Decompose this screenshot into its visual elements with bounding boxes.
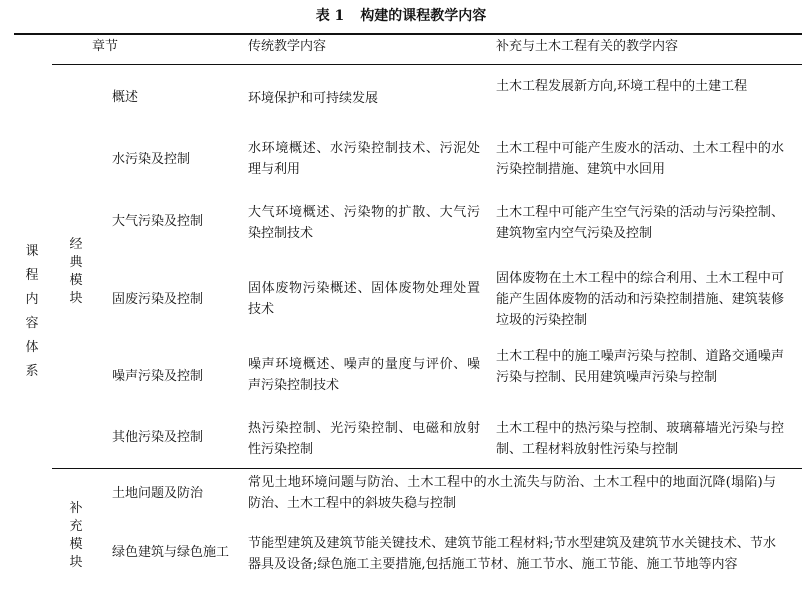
chapter-other: 其他污染及控制 <box>112 430 204 445</box>
top-rule <box>14 33 802 35</box>
chapter-water: 水污染及控制 <box>112 152 191 167</box>
traditional-water: 水环境概述、水污染控制技术、污泥处理与利用 <box>248 141 480 177</box>
traditional-air: 大气环境概述、污染物的扩散、大气污染控制技术 <box>248 205 480 241</box>
chapter-overview: 概述 <box>112 90 139 105</box>
chapter-green-building: 绿色建筑与绿色施工 <box>112 545 230 560</box>
content-green-building: 节能型建筑及建筑节能关键技术、建筑节能工程材料;节水型建筑及建筑节水关键技术、节水器具及设备;绿色施工主要措施,包括施工节材、施工节水、施工节能、施工节地等内容 <box>248 536 776 572</box>
traditional-other: 热污染控制、光污染控制、电磁和放射性污染控制 <box>248 421 480 457</box>
header-chapter: 章节 <box>92 39 119 54</box>
table-caption <box>0 6 802 26</box>
supplementary-noise: 土木工程中的施工噪声污染与控制、道路交通噪声污染与控制、民用建筑噪声污染与控制 <box>496 349 784 385</box>
table-title: 构建的课程教学内容 <box>360 8 487 24</box>
traditional-solid-waste: 固体废物污染概述、固体废物处理处置技术 <box>248 281 480 317</box>
table-number: 表 1 <box>315 8 345 24</box>
supplementary-overview: 土木工程发展新方向,环境工程中的土建工程 <box>496 79 748 94</box>
supplementary-solid-waste: 固体废物在土木工程中的综合利用、土木工程中可能产生固体废物的活动和污染控制措施、建筑装修垃圾的污染控制 <box>496 271 784 328</box>
header-rule <box>52 64 802 65</box>
module-classic-label: 经 典 模 块 <box>69 237 83 306</box>
chapter-land: 土地问题及防治 <box>112 486 204 501</box>
module-supp-label: 补 充 模 块 <box>69 501 83 570</box>
chapter-air: 大气污染及控制 <box>112 214 204 229</box>
traditional-overview: 环境保护和可持续发展 <box>248 91 379 106</box>
system-label: 课 程 内 容 体 系 <box>25 244 39 379</box>
chapter-noise: 噪声污染及控制 <box>112 369 204 384</box>
header-traditional: 传统教学内容 <box>248 39 327 54</box>
chapter-solid-waste: 固废污染及控制 <box>112 292 204 307</box>
traditional-noise: 噪声环境概述、噪声的量度与评价、噪声污染控制技术 <box>248 357 480 393</box>
section-rule <box>52 468 802 469</box>
supplementary-other: 土木工程中的热污染与控制、玻璃幕墙光污染与控制、工程材料放射性污染与控制 <box>496 421 784 457</box>
supplementary-water: 土木工程中可能产生废水的活动、土木工程中的水污染控制措施、建筑中水回用 <box>496 141 784 177</box>
header-supplementary: 补充与土木工程有关的教学内容 <box>496 39 679 54</box>
supplementary-air: 土木工程中可能产生空气污染的活动与污染控制、建筑物室内空气污染及控制 <box>496 205 784 241</box>
content-land: 常见土地环境问题与防治、土木工程中的水土流失与防治、土木工程中的地面沉降(塌陷)与防治、土木工程中的斜坡失稳与控制 <box>248 475 776 511</box>
